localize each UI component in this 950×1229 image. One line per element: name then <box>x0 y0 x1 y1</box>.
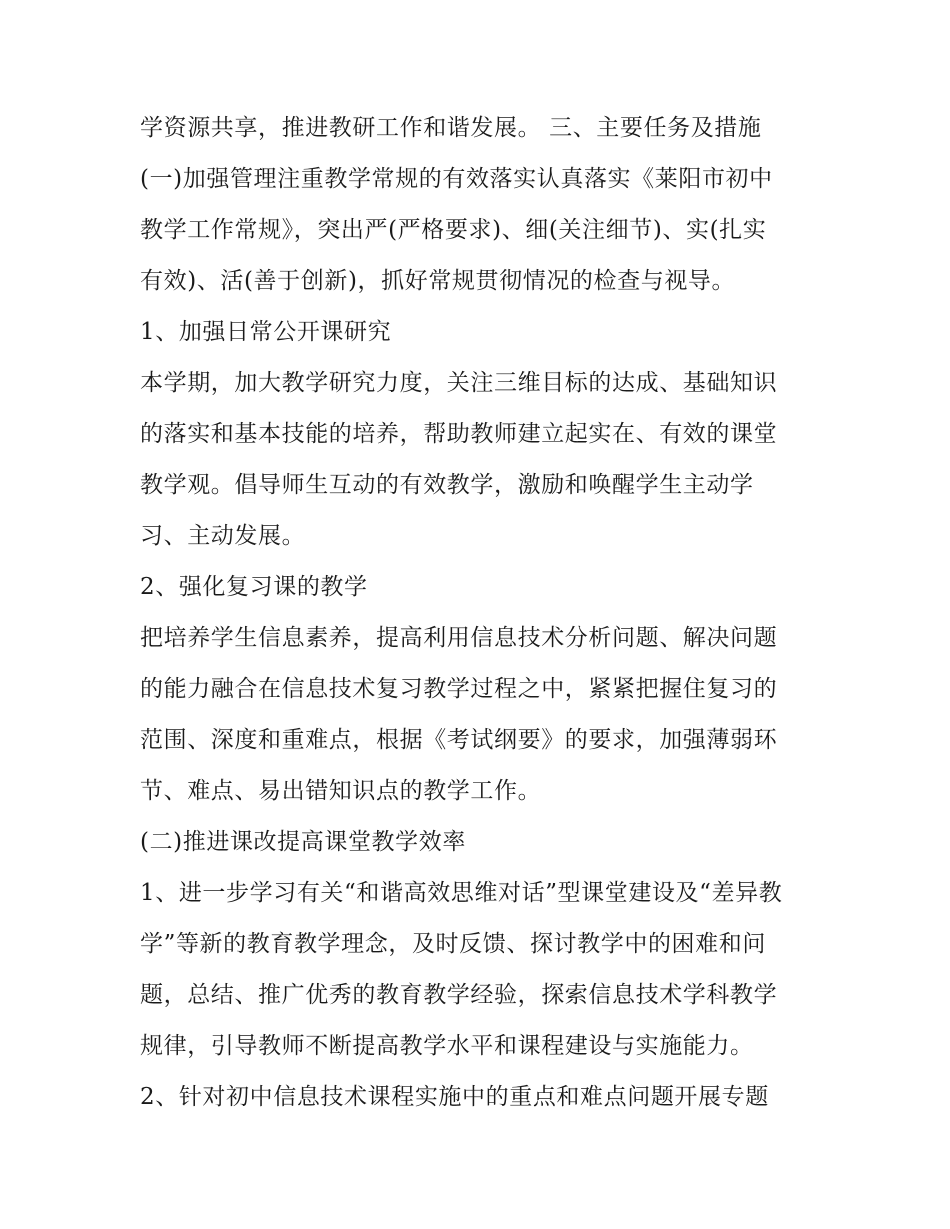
subsection-heading: 1、加强日常公开课研究 <box>140 319 392 345</box>
text-line: 题，总结、推广优秀的教育教学经验，探索信息技术学科教学 <box>140 982 778 1008</box>
text-line: 规律，引导教师不断提高教学水平和课程建设与实施能力。 <box>140 1033 754 1059</box>
text-line: 的能力融合在信息技术复习教学过程之中，紧紧把握住复习的 <box>140 676 778 702</box>
text-line: 的落实和基本技能的培养，帮助教师建立起实在、有效的课堂 <box>140 421 778 447</box>
section-heading: (一)加强管理注重教学常规的有效落实认真落实《莱阳市初中 <box>140 166 773 192</box>
text-line: 习、主动发展。 <box>140 523 306 549</box>
text-line: 有效)、活(善于创新)，抓好常规贯彻情况的检查与视导。 <box>140 268 736 294</box>
text-line: 学”等新的教育教学理念，及时反馈、探讨教学中的困难和问 <box>140 931 766 957</box>
text-line: 1、进一步学习有关“和谐高效思维对话”型课堂建设及“差异教 <box>140 880 783 906</box>
text-line: 学资源共享，推进教研工作和谐发展。 三、主要任务及措施 <box>140 115 762 141</box>
text-line: 范围、深度和重难点，根据《考试纲要》的要求，加强薄弱环 <box>140 727 778 753</box>
text-line: 节、难点、易出错知识点的教学工作。 <box>140 778 542 804</box>
text-line: 本学期，加大教学研究力度，关注三维目标的达成、基础知识 <box>140 370 778 396</box>
subsection-heading: 2、强化复习课的教学 <box>140 574 368 600</box>
text-line: 教学观。倡导师生互动的有效教学，激励和唤醒学生主动学 <box>140 472 754 498</box>
text-line: 2、针对初中信息技术课程实施中的重点和难点问题开展专题 <box>140 1084 769 1110</box>
text-line: 教学工作常规》，突出严(严格要求)、细(关注细节)、实(扎实 <box>140 217 767 243</box>
section-heading: (二)推进课改提高课堂教学效率 <box>140 829 466 855</box>
text-line: 把培养学生信息素养，提高利用信息技术分析问题、解决问题 <box>140 625 778 651</box>
